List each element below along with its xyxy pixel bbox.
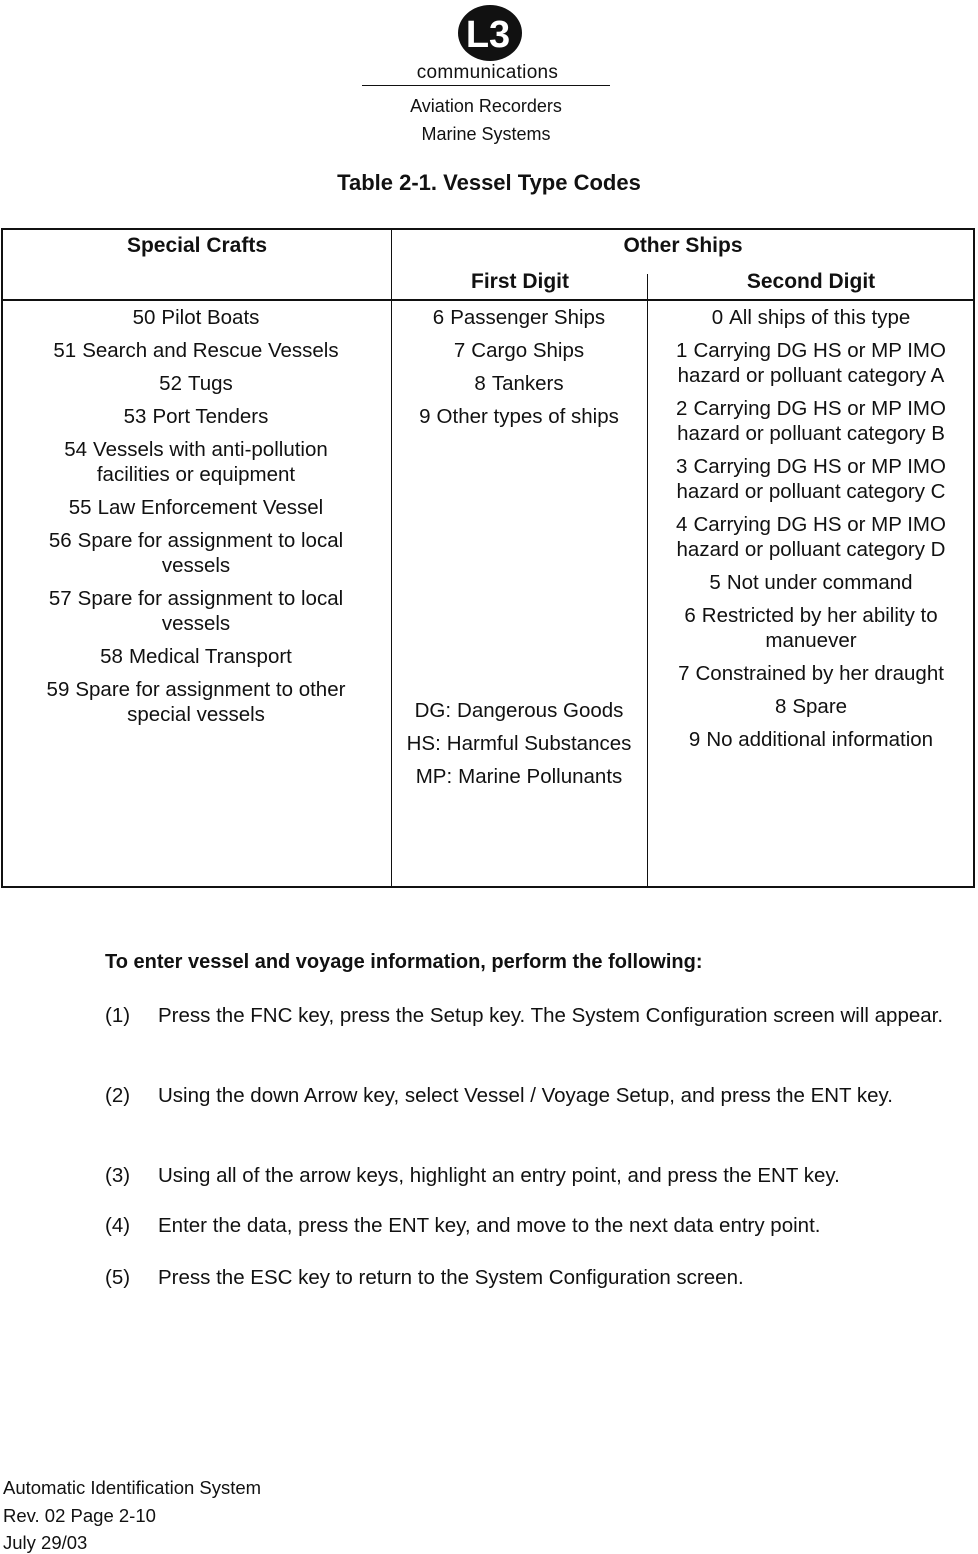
entry-code: 3 (676, 455, 688, 478)
header-second-digit: Second Digit (746, 270, 876, 293)
abbreviations-column (401, 698, 637, 797)
entry-description: Carrying DG HS or MP IMO hazard or polluant category A (677, 339, 946, 387)
entry-description: Vessels with anti-pollution facilities or equipment (93, 438, 328, 486)
instruction-step (105, 1262, 975, 1293)
entry-description: Search and Rescue Vessels (82, 339, 339, 362)
special-crafts-column (31, 305, 361, 735)
entry-code: 4 (676, 513, 688, 536)
brand-name: communications (416, 62, 559, 83)
instruction-step (105, 1160, 975, 1191)
logo-text: L3 (465, 14, 511, 56)
table-entry (401, 731, 637, 756)
entry-code: 6 (432, 306, 445, 329)
entry-code: 51 (53, 339, 77, 362)
step-number: (4) (105, 1214, 131, 1237)
entry-code: MP: (415, 765, 453, 788)
column-divider (391, 230, 392, 886)
instruction-step (105, 1000, 975, 1031)
entry-description: Port Tenders (152, 405, 269, 428)
entry-description: Pilot Boats (161, 306, 260, 329)
entry-description: Other types of ships (436, 405, 619, 428)
header-special-crafts: Special Crafts (126, 234, 268, 257)
step-text: Press the FNC key, press the Setup key. The System Configuration screen will appear. (158, 1004, 944, 1027)
footer-date: July 29/03 (3, 1532, 88, 1553)
entry-description: No additional information (706, 728, 934, 751)
table-entry (655, 454, 967, 504)
entry-code: DG: (414, 699, 452, 722)
entry-code: 54 (64, 438, 88, 461)
step-text: Enter the data, press the ENT key, and move to the next data entry point. (158, 1214, 821, 1237)
entry-description: Spare for assignment to other special vessels (75, 678, 346, 726)
table-entry (401, 338, 637, 363)
entry-code: 0 (711, 306, 724, 329)
entry-code: 2 (676, 397, 688, 420)
entry-code: 1 (676, 339, 688, 362)
table-entry (31, 338, 361, 363)
vessel-type-table (1, 228, 975, 888)
entry-code: 55 (68, 496, 92, 519)
department-marine: Marine Systems (421, 124, 551, 144)
table-entry (31, 528, 361, 578)
entry-code: 9 (688, 728, 701, 751)
table-entry (655, 727, 967, 752)
entry-description: Carrying DG HS or MP IMO hazard or polluant category D (676, 513, 946, 561)
entry-description: Medical Transport (128, 645, 292, 668)
table-title: Table 2-1. Vessel Type Codes (337, 170, 641, 195)
entry-description: Spare for assignment to local vessels (77, 529, 344, 577)
table-entry (655, 694, 967, 719)
instruction-step (105, 1080, 975, 1111)
header-first-digit: First Digit (471, 270, 569, 293)
step-number: (1) (105, 1004, 131, 1027)
entry-code: 52 (159, 372, 182, 395)
table-entry (655, 338, 967, 388)
entry-description: Tugs (187, 372, 233, 395)
table-entry (655, 396, 967, 446)
header-divider (3, 299, 973, 301)
footer-product: Automatic Identification System (3, 1477, 262, 1498)
entry-code: 8 (474, 372, 486, 395)
header-other-ships: Other Ships (623, 234, 743, 257)
entry-code: HS: (406, 732, 441, 755)
entry-description: Cargo Ships (471, 339, 585, 362)
entry-description: Tankers (491, 372, 564, 395)
step-number: (2) (105, 1084, 131, 1107)
second-digit-column (655, 305, 967, 760)
entry-description: Law Enforcement Vessel (97, 496, 324, 519)
table-entry (401, 764, 637, 789)
entry-code: 7 (453, 339, 466, 362)
l3-logo (457, 4, 523, 62)
table-entry (401, 305, 637, 330)
entry-description: Spare (792, 695, 848, 718)
entry-code: 8 (774, 695, 787, 718)
table-entry (401, 404, 637, 429)
table-entry (655, 512, 967, 562)
table-entry (31, 586, 361, 636)
entry-description: Carrying DG HS or MP IMO hazard or polluant category B (677, 397, 946, 445)
entry-description: Constrained by her draught (695, 662, 944, 685)
entry-description: All ships of this type (729, 306, 911, 329)
step-text: Using the down Arrow key, select Vessel / Voyage Setup, and press the ENT key. (158, 1084, 893, 1107)
entry-description: Restricted by her ability to manuever (701, 604, 938, 652)
table-entry (31, 495, 361, 520)
step-number: (5) (105, 1266, 131, 1289)
instruction-step (105, 1210, 975, 1241)
entry-description: Marine Pollunants (458, 765, 623, 788)
entry-code: 56 (48, 529, 72, 552)
entry-description: Carrying DG HS or MP IMO hazard or polluant category C (676, 455, 946, 503)
table-entry (655, 661, 967, 686)
entry-code: 58 (100, 645, 123, 668)
entry-code: 53 (123, 405, 147, 428)
step-text: Using all of the arrow keys, highlight an entry point, and press the ENT key. (158, 1164, 840, 1187)
table-entry (31, 644, 361, 669)
entry-description: Harmful Substances (446, 732, 632, 755)
step-number: (3) (105, 1164, 131, 1187)
instructions-intro: To enter vessel and voyage information, perform the following: (105, 951, 703, 973)
table-entry (655, 305, 967, 330)
table-entry (655, 603, 967, 653)
entry-description: Dangerous Goods (457, 699, 624, 722)
entry-code: 59 (46, 678, 70, 701)
table-entry (655, 570, 967, 595)
step-text: Press the ESC key to return to the System Configuration screen. (158, 1266, 744, 1289)
entry-description: Not under command (726, 571, 913, 594)
table-entry (31, 437, 361, 487)
entry-code: 9 (419, 405, 431, 428)
entry-code: 7 (678, 662, 690, 685)
entry-code: 50 (132, 306, 156, 329)
entry-description: Passenger Ships (450, 306, 606, 329)
department-aviation: Aviation Recorders (410, 96, 562, 116)
table-entry (31, 305, 361, 330)
entry-code: 5 (709, 571, 721, 594)
brand-divider (362, 85, 610, 86)
column-divider (647, 274, 648, 886)
table-entry (31, 371, 361, 396)
footer-revision: Rev. 02 Page 2-10 (3, 1505, 156, 1526)
entry-code: 57 (48, 587, 72, 610)
entry-code: 6 (684, 604, 696, 627)
table-entry (401, 371, 637, 396)
table-entry (401, 698, 637, 723)
entry-description: Spare for assignment to local vessels (77, 587, 344, 635)
table-entry (31, 677, 361, 727)
table-entry (31, 404, 361, 429)
first-digit-column (401, 305, 637, 437)
